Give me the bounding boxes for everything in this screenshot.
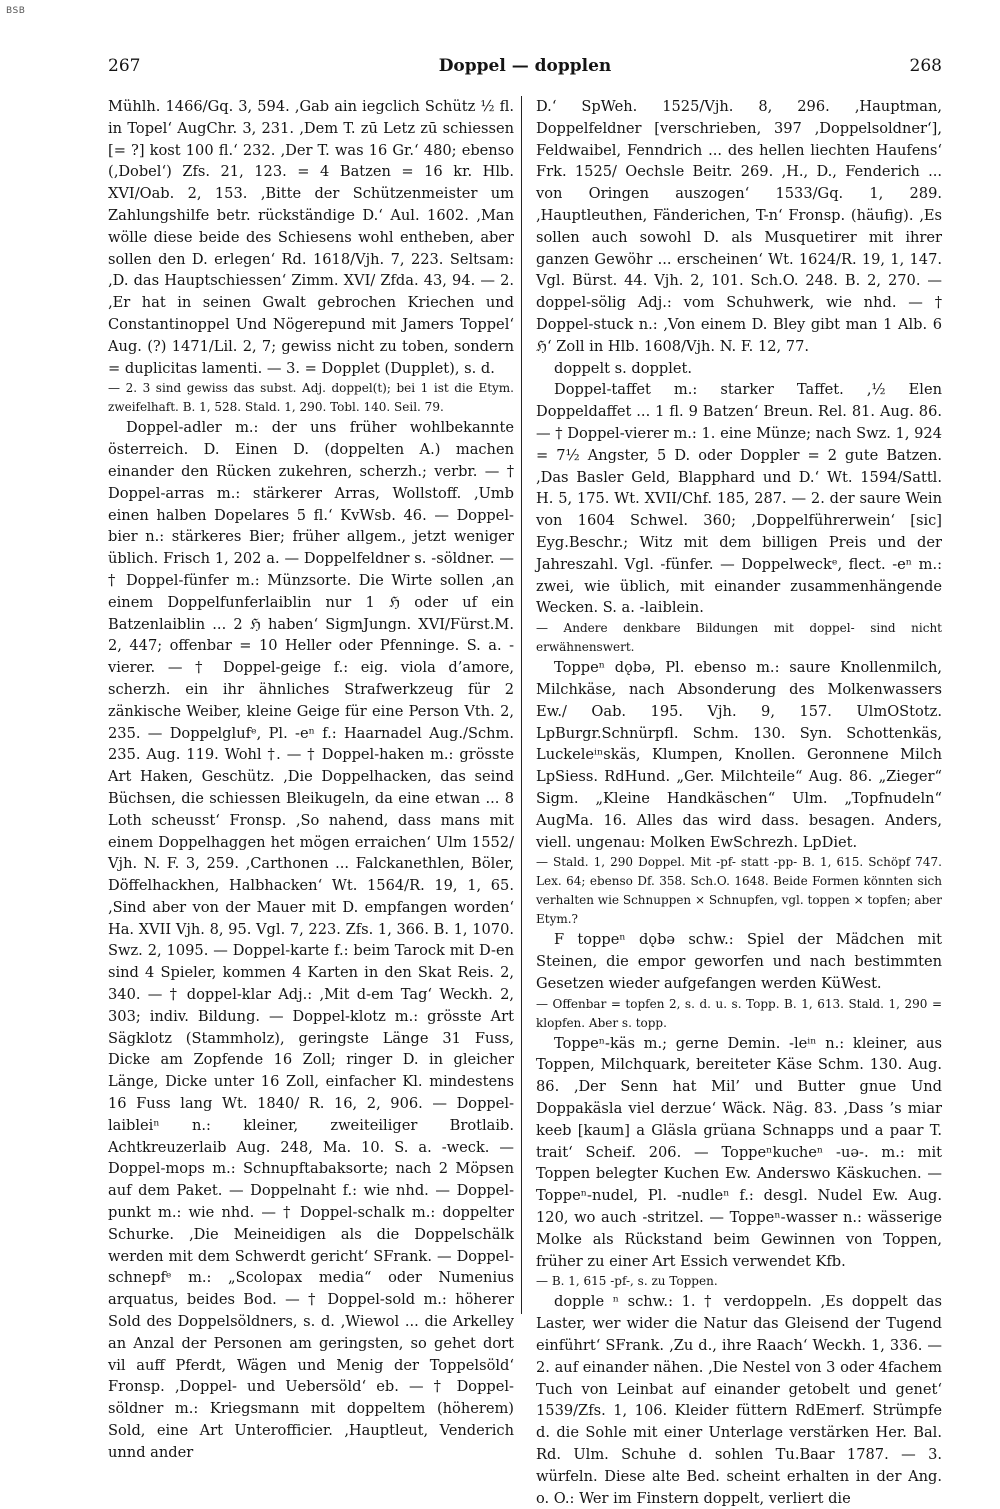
library-stamp: BSB [6,6,26,16]
left-column [108,96,514,1464]
paragraph: doppelt s. dopplet. [554,359,693,377]
paragraph: Toppeⁿ dǫbə, Pl. ebenso m.: saure Knollenmilch, Milchkäse, nach Absonderung des Molkenwassers Ew./ Oab. 195. Vjh. 9, 157. UlmOStotz. LpBurgr.Schnürpfl. Schm. 130. Syn. Schottenkäs, Luckeleⁱⁿskäs, Klumpen, Knollen. Geronnene Milch LpSiess. RdHund. „Ger. Milchteile“ Aug. 86. „Zieger“ Sigm. „Kleine Handkäschen“ Ulm. „Topfnudeln“ AugMa. 16. Alles das wird dass. besagen. Anders, viell. ungenau: Molken EwSchrezh. LpDiet. [536,659,942,851]
paragraph: — Andere denkbare Bildungen mit doppel- sind nicht erwähnenswert. [536,621,942,655]
paragraph: dopple ⁿ schw.: 1. † verdoppeln. ‚Es doppelt das Laster, wer wider die Natur das Gleisend der Tugend einführt‘ SFrank. ‚Zu d., ihre Raach‘ Weckh. 1, 336. — 2. auf einander nähen. ‚Die Nestel von 3 oder 4fachem Tuch von Leinbat auf einander getobelt und genet‘ 1539/Zfs. 1, 106. Kleider füttern RdEmerf. Strümpfe d. die Sohle mit einer Unterlage verstärken Her. Bal. Rd. Ulm. Schuhe d. sohlen Tu.Baar 1787. — 3. würfeln. Diese alte Bed. scheint erhalten in der Ang. o. O.: Wer im Finstern doppelt, verliert die [536,1293,942,1507]
paragraph: Toppeⁿ-käs m.; gerne Demin. -leⁱⁿ n.: kleiner, aus Toppen, Milchquark, bereiteter Käse Schm. 130. Aug. 86. ‚Der Senn hat Mil’ und Butter gnue Und Doppakäsla viel derzue‘ Wäck. Näg. 83. ‚Dass ’s miar keeb [kaum] a Gläsla grüana Schnapps und a paar T. trait‘ Scheif. 206. — Toppeⁿkucheⁿ -uə-. m.: mit Toppen belegter Kuchen Ew. Anderswo Käskuchen. — Toppeⁿ-nudel, Pl. -nudleⁿ f.: desgl. Nudel Ew. Aug. 120, wo auch -stritzel. — Toppeⁿ-wasser n.: wässerige Molke als Rückstand beim Gewinnen von Toppen, früher zu einer Art Essich verwendet Kfb. [536,1034,942,1270]
paragraph: — B. 1, 615 -pf-, s. zu Toppen. [536,1274,718,1289]
page-number-left: 267 [108,56,141,76]
running-title: Doppel — dopplen [438,56,612,76]
paragraph: — 2. 3 sind gewiss das subst. Adj. doppel(t); bei 1 ist die Etym. zweifelhaft. B. 1, 528. Stald. 1, 290. Tobl. 140. Seil. 79. [108,381,514,415]
right-column [536,96,942,1509]
paragraph: — Offenbar = topfen 2, s. d. u. s. Topp. B. 1, 613. Stald. 1, 290 = klopfen. Aber s. topp. [536,996,942,1030]
running-header [108,56,942,82]
paragraph: — Stald. 1, 290 Doppel. Mit -pf- statt -pp- B. 1, 615. Schöpf 747. Lex. 64; ebenso Df. 358. Sch.O. 1648. Beide Formen könnten sich verhalten wie Schnuppen × Schnupfen, vgl. toppen × topfen; aber Etym.? [536,855,942,927]
column-divider [521,96,522,1314]
paragraph: Doppel-taffet m.: starker Taffet. ‚½ Elen Doppeldaffet ... 1 fl. 9 Batzen‘ Breun. Rel. 81. Aug. 86. — † Doppel-vierer m.: 1. eine Münze; nach Swz. 1, 924 = 7½ Angster, 5 D. oder Doppler = 2 gute Batzen. ‚Das Basler Geld, Blapphard und D.‘ Wt. 1594/Sattl. H. 5, 175. Wt. XVII/Chf. 185, 287. — 2. der saure Wein von 1604 Schwel. 360; ‚Doppelführerwein‘ [sic] Eyg.Beschr.; Witz mit dem billigen Preis und der Jahreszahl. Vgl. -fünfer. — Doppelweckᵉ, flect. -eⁿ m.: zwei, wie üblich, mit einander zusammenhängende Wecken. S. a. -laiblein. [536,381,942,617]
paragraph: F toppeⁿ dǫbə schw.: Spiel der Mädchen mit Steinen, die empor geworfen und nach bestimmten Gesetzen wieder aufgefangen werden KüWest. [536,931,942,992]
paragraph: Doppel-adler m.: der uns früher wohlbekannte österreich. D. Einen D. (doppelten A.) machen einander den Rücken zukehren, scherzh.; verbr. — † Doppel-arras m.: stärkerer Arras, Wollstoff. ‚Umb einen halben Dopelares 5 fl.‘ KvWsb. 46. — Doppel-bier n.: stärkeres Bier; früher allgem., jetzt weniger üblich. Frisch 1, 202 a. — Doppelfeldner s. -söldner. — † Doppel-fünfer m.: Münzsorte. Die Wirte sollen ‚an einem Doppelfunferlaiblin nur 1 ℌ oder uf ein Batzenlaiblin ... 2 ℌ haben‘ SigmJungn. XVI/Fürst.M. 2, 447; offenbar = 10 Heller oder Pfenninge. S. a. -vierer. — † Doppel-geige f.: eig. viola d’amore, scherzh. ein ihr ähnliches Strafwerkzeug für 2 zänkische Weiber, kleine Geige für eine Person Vth. 2, 235. — Doppelglufᵉ, Pl. -eⁿ f.: Haarnadel Aug./Schm. 235. Aug. 119. Wohl †. — † Doppel-haken m.: grösste Art Haken, Geschütz. ‚Die Doppelhacken, das seind Büchsen, die schiessen Bleikugeln, da eine etwan ... 8 Loth scheusst‘ Fronsp. ‚So nahend, dass mans mit einem Doppelhaggen het mögen erraichen‘ Ulm 1552/ Vjh. N. F. 3, 259. ‚Carthonen ... Falckanethlen, Böler, Döffelhackhen, Halbhacken‘ Wt. 1564/R. 19, 1, 65. ‚Sind aber von der Mauer mit D. empfangen worden‘ Ha. XVII Vjh. 8, 95. Vgl. 7, 223. Zfs. 1, 366. B. 1, 1070. Swz. 2, 1095. — Doppel-karte f.: beim Tarock mit D-en sind 4 Spieler, kommen 4 Karten in den Skat Reis. 2, 340. — † doppel-klar Adj.: ‚Mit d-em Tag‘ Weckh. 2, 303; indiv. Bildung. — Doppel-klotz m.: grösste Art Sägklotz (Stammholz), geringste Länge 31 Fuss, Dicke am Zopfende 16 Zoll; ringer D. in gleicher Länge, Dicke unter 16 Zoll, einfacher Kl. mindestens 16 Fuss lang Wt. 1840/ R. 16, 2, 906. — Doppel-laibleiⁿ n.: kleiner, zweiteiliger Brotlaib. Achtkreuzerlaib Aug. 248, Ma. 10. S. a. -weck. — Doppel-mops m.: Schnupftabaksorte; nach 2 Möpsen auf dem Paket. — Doppelnaht f.: wie nhd. — Doppel-punkt m.: wie nhd. — † Doppel-schalk m.: doppelter Schurke. ‚Die Meineidigen als die Doppelschälk werden mit dem Schwerdt gericht‘ SFrank. — Doppel-schnepfᵉ m.: „Scolopax media“ oder Numenius arquatus, beides Bod. — † Doppel-sold m.: höherer Sold des Doppelsöldners, s. d. ‚Wiewol ... die Arkelley an Anzal der Personen am geringsten, so gehet dort vil auff Pferdt, Wägen und Menig der Toppelsöld‘ Fronsp. ‚Doppel- und Uebersöld‘ eb. — † Doppel-söldner m.: Kriegsmann mit doppeltem (höherem) Sold, eine Art Unterofficier. ‚Hauptleut, Venderich unnd ander [108,419,514,1461]
paragraph: D.‘ SpWeh. 1525/Vjh. 8, 296. ‚Hauptman, Doppelfeldner [verschrieben, 397 ‚Doppelsoldner‘], Feldwaibel, Fenndrich ... des hellen liechten Haufens‘ Frk. 1525/ Oechsle Beitr. 269. ‚H., D., Fenderich ... von Oringen auszogen‘ 1533/Gq. 1, 289. ‚Hauptleuthen, Fänderichen, T-n‘ Fronsp. (häufig). ‚Es sollen auch sowohl D. als Musquetirer mit ihrer ganzen Gewöhr ... erscheinen‘ Wt. 1624/R. 19, 1, 147. Vgl. Bürst. 44. Vjh. 2, 101. Sch.O. 248. B. 2, 270. — doppel-sölig Adj.: vom Schuhwerk, wie nhd. — † Doppel-stuck n.: ‚Von einem D. Bley gibt man 1 Alb. 6 ℌ‘ Zoll in Hlb. 1608/Vjh. N. F. 12, 77. [536,98,942,355]
paragraph: Mühlh. 1466/Gq. 3, 594. ‚Gab ain iegclich Schütz ½ fl. in Topel‘ AugChr. 3, 231. ‚Dem T. zū Letz zū schiessen [= ?] kost 100 fl.‘ 232. ‚Der T. was 16 Gr.‘ 480; ebenso (‚Dobel‘) Zfs. 21, 123. = 4 Batzen = 16 kr. Hlb. XVI/Oab. 2, 153. ‚Bitte der Schützenmeister um Zahlungshilfe betr. rückständige D.‘ Aul. 1602. ‚Man wölle diese beide des Schiesens wohl entheben, aber sollen den D. erlegen‘ Rd. 1618/Vjh. 7, 223. Seltsam: ‚D. das Hauptschiessen‘ Zimm. XVI/ Zfda. 43, 94. — 2. ‚Er hat in seinen Gwalt gebrochen Kriechen und Constantinoppel Und Nögerepund mit Jamers Toppel‘ Aug. (?) 1471/Lil. 2, 7; gewiss nicht zu toben, sondern = duplicitas lamenti. — 3. = Dopplet (Dupplet), s. d. [108,98,514,377]
page-number-right: 268 [909,56,942,76]
